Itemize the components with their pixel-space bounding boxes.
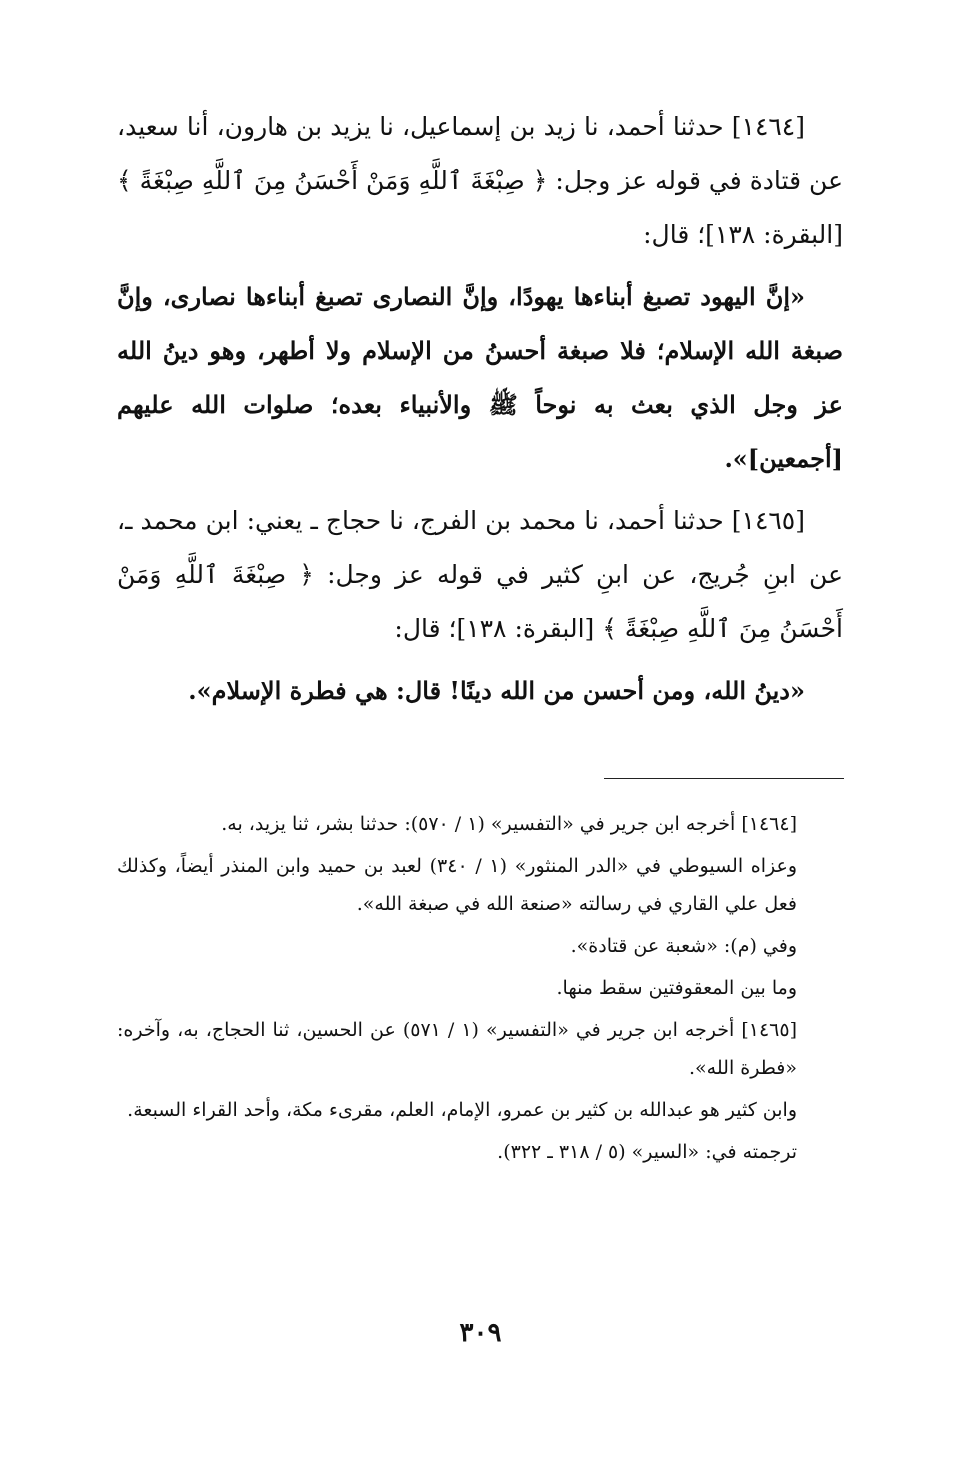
paragraph-text: «دينُ الله، ومن أحسن من الله دينًا! قال: هي فطرة الإسلام». — [188, 676, 805, 705]
paragraph-quote-1464 — [117, 270, 843, 486]
paragraph-quote-1465 — [117, 664, 843, 718]
paragraph-hadith-1464 — [117, 100, 843, 262]
paragraph-text: «إنَّ اليهود تصبغ أبناءها يهودًا، وإنَّ النصارى تصبغ أبناءها نصارى، وإنَّ صبغة الله الإسلام؛ فلا صبغة أحسنُ من الإسلام ولا أطهر، وهو دينُ الله عز وجل الذي بعث به نوحاً ﷺ والأنبياء بعده؛ صلوات الله عليهم [أجمعين]». — [117, 282, 843, 473]
paragraph-hadith-1465 — [117, 494, 843, 656]
footnote-divider — [604, 778, 844, 779]
paragraph-text: [١٤٦٥] حدثنا أحمد، نا محمد بن الفرج، نا حجاج ـ يعني: ابن محمد ـ، عن ابنِ جُريج، عن ابنِ كثير في قوله عز وجل: ﴿ صِبْغَةَ ٱللَّهِ وَمَنْ أَحْسَنُ مِنَ ٱللَّهِ صِبْغَةً ﴾ [البقرة: ١٣٨]؛ قال: — [117, 506, 843, 643]
footnote-1464-variant: وفي (م): «شعبة عن قتادة». — [570, 935, 797, 957]
page-number: ٣٠٩ — [459, 1318, 502, 1348]
footnote-1465-narrator: وابن كثير هو عبدالله بن كثير بن عمرو، الإمام، العلم، مقرىء مكة، وأحد القراء السبعة. — [127, 1099, 797, 1121]
footnote-1464-source: [١٤٦٤] أخرجه ابن جرير في «التفسير» (١ / ٥٧٠): حدثنا بشر، ثنا يزيد، به. — [221, 813, 797, 835]
footnote-1464-attribution: وعزاه السيوطي في «الدر المنثور» (١ / ٣٤٠) لعبد بن حميد وابن المنذر أيضاً، وكذلك فعل علي القاري في رسالته «صنعة الله في صبغة الله». — [117, 855, 797, 915]
paragraph-text: [١٤٦٤] حدثنا أحمد، نا زيد بن إسماعيل، نا يزيد بن هارون، أنا سعيد، عن قتادة في قوله عز وجل: ﴿ صِبْغَةَ ٱللَّهِ وَمَنْ أَحْسَنُ مِنَ ٱللَّهِ صِبْغَةً ﴾ [البقرة: ١٣٨]؛ قال: — [117, 112, 843, 249]
footnote-1465-biography: ترجمته في: «السير» (٥ / ٣١٨ ـ ٣٢٢). — [497, 1141, 797, 1163]
footnotes — [117, 805, 843, 1175]
footnote-1464-missing: وما بين المعقوفتين سقط منها. — [556, 977, 797, 999]
main-text — [117, 100, 843, 726]
footnote-1465-source: [١٤٦٥] أخرجه ابن جرير في «التفسير» (١ / ٥٧١) عن الحسين، ثنا الحجاج، به، وآخره: «فطرة الله». — [117, 1019, 798, 1079]
